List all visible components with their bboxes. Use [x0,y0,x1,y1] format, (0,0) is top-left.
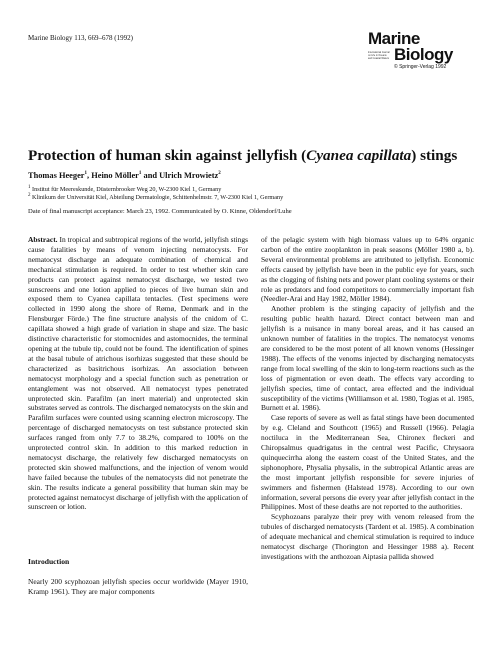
affiliation-text: Klinikum der Universität Kiel, Abteilung Dermatologie, Schittenhelmstr. 7, W-2300 Kiel 1, Germany [32,194,284,202]
author-list: Thomas Heeger$^1$, Heino Möller$^1$ and Ulrich Mrowietz$^2$ [28,171,221,180]
affiliation-number: 1 [28,185,31,190]
right-column [261,235,474,562]
manuscript-dates: Date of final manuscript acceptance: March 23, 1992. Communicated by O. Kinne, Oldendorf/Luhe [28,208,292,215]
logo-biology-text: Biology [394,45,453,64]
abstract [28,235,248,512]
introduction-heading: Introduction [28,557,70,566]
paragraph: Scyphozoans paralyze their prey with venom released from the tubules of discharged nematocysts (Tardent et al. 1985). A combination of adequate mechanical and chemical stimulation is required to induce nematocyst discharge (Thorington and Hessinger 1988 a). Recent investigations with the anthozoan Aiptasia pallida showed [261,512,474,561]
affiliation-2 [28,193,283,201]
affiliation-number: 2 [28,193,31,198]
author-name: Heino Möller [91,171,139,180]
logo-marine-text: Marine [368,29,420,48]
paragraph: Case reports of severe as well as fatal stings have been documented by e.g. Cleland and Southcott (1965) and Russell (1966). Pelagia noctiluca in the Mediterranean Sea, Chironex fleckeri and Chiropsalmus quadrigatus in the central west Pacific, Chrysaora quinquecirrha along the eastern coast of the United States, and the siphonophore, Physalia physalis, in the subtropical Atlantic areas are the most important jellyfish responsible for severe injuries of swimmers and fishermen (Halstead 1978). According to our own information, several persons die every year after jellyfish contact in the Philippines. Most of these deaths are not reported to the authorities. [261,413,474,512]
author-affiliation-mark: 1 [84,171,88,177]
author-name: Ulrich Mrowietz [159,171,219,180]
author-affiliation-mark: 2 [218,171,221,177]
affiliation-1 [28,185,221,193]
paragraph: of the pelagic system with high biomass values up to 64% organic carbon of the entire zooplankton in peak seasons (Möller 1980 a, b). Several environmental problems are attributed to jellyfish. Economic effects caused by jellyfish have been in the public eye for years, such as the clogging of fishing nets and power plant cooling systems or their role as predators and food competitors to commercially important fish (Needler-Arai and Hay 1982, Möller 1984). [261,235,474,304]
author-name: Thomas Heeger [28,171,85,180]
title-end: ) stings [411,147,458,164]
logo-fine-print: International Journal on Life in Oceans and Coastal Waters [368,50,390,60]
author-affiliation-mark: 1 [138,171,142,177]
abstract-label: Abstract. [28,235,58,244]
abstract-text: In tropical and subtropical regions of the world, jellyfish stings cause fatalities by means of venom injecting nematocysts. For nematocyst discharge an adequate combination of chemical and mechanical stimulation is required. In order to test whether skin care products can protect against nematocyst discharge, we tested two sunscreens and one lotion applied to pieces of live human skin and exposed them to Cyanea capillata tentacles. (Test specimens were collected in 1990 along the shore of Rømø, Denmark and in the Flensburger Förde.) The fine structure analysis of the cnidom of C. capillata showed a high grade of variation in shape and size. The basic distinctive characteristic for stomocnides and astomocnides, the terminal opening at the tubule tip, could not be found. The identification of spines at the basal tubule of atrichous isorhizas suggested that these should be characterized as basitrichous isorhizas. An association between nematocyst morphology and a special function such as penetration or entanglement was not observed. All nematocyst types penetrated unprotected skin. Parafilm (an inert material) and unprotected skin substrates served as controls. The discharged nematocysts on the skin and Parafilm surfaces were counted using scanning electron microscopy. The percentage of discharged nematocysts on test substance protected skin surfaces ranged from only 7.7 to 38.2%, compared to 100% on the unprotected control skin. In addition to this marked reduction in nematocyst discharge, the relatively few discharged nematocysts on protected skin showed malfunctions, and the injection of venom would have failed because the tubules of the nematocysts did not penetrate the skin. The results indicate a general possibility that human skin may be protected against nematocyst discharge of jellyfish with the application of sunscreen or lotion. [28,235,248,512]
journal-logo [368,31,468,70]
title-main: Protection of human skin against jellyfish ( [28,147,307,164]
logo-copyright: © Springer-Verlag 1992 [394,64,447,70]
article-title [28,147,478,165]
affiliation-text: Institut für Meereskunde, Düsternbrooker Weg 20, W-2300 Kiel 1, Germany [32,186,222,194]
title-species: Cyanea capillata [306,147,412,164]
journal-reference: Marine Biology 113, 669–678 (1992) [28,34,133,42]
paragraph: Another problem is the stinging capacity of jellyfish and the resulting public health hazard. Direct contact between man and jellyfish is a nuisance in many boreal areas, and it has caused an unknown number of fatalities in the tropics. The nematocyst venoms are considered to be the most potent of all known venoms (Hessinger 1988). The effects of the venoms injected by discharging nematocysts range from local swelling of the skin to long-term reactions such as the loss of pigmentation or even death. The effects vary according to jellyfish species, time of contact, area effected and the individual susceptibility of the victims (Williamson et al. 1980, Togias et al. 1985, Burnett et al. 1986). [261,304,474,413]
introduction-text: Nearly 200 scyphozoan jellyfish species occur worldwide (Mayer 1910, Kramp 1961). They are major components [28,577,248,596]
